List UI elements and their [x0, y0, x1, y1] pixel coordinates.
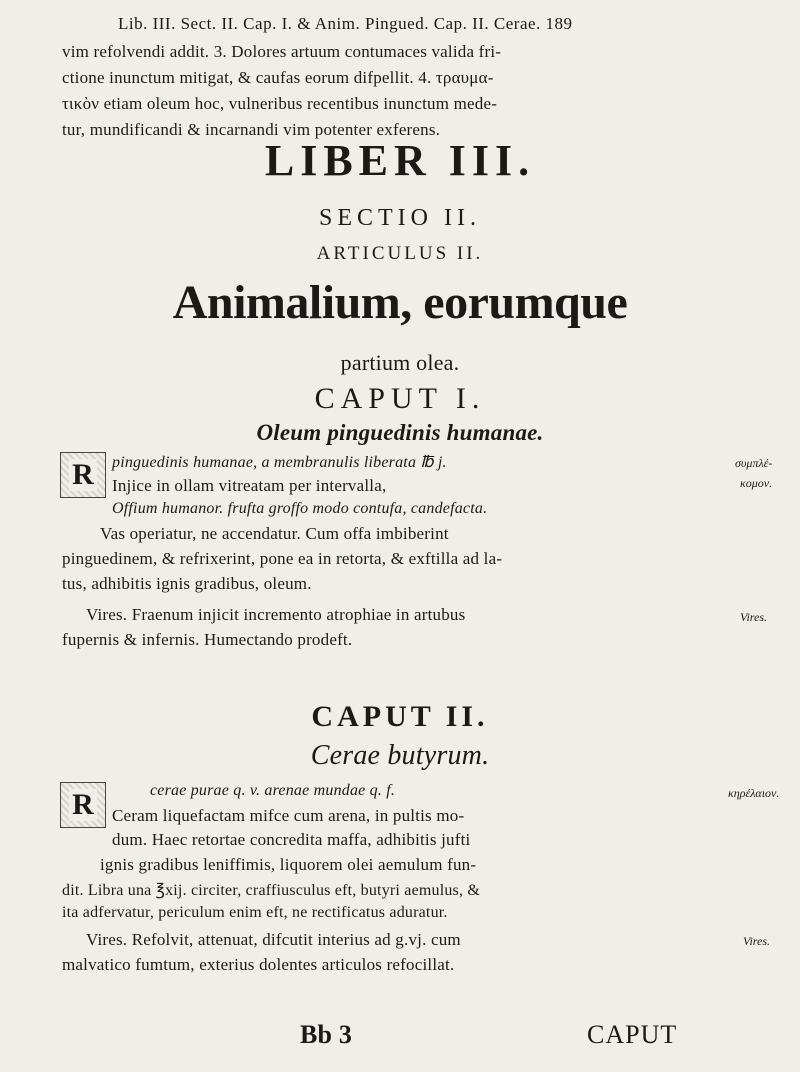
margin-note: συμπλέ- — [735, 456, 773, 470]
ornamental-initial — [60, 782, 106, 828]
catchword: CAPUT — [587, 1020, 678, 1049]
signature-mark: Bb 3 — [300, 1020, 353, 1049]
recipe-line: pinguedinem, & refrixerint, pone ea in retorta, & exftilla ad la- — [62, 549, 503, 568]
initial-letter: R — [69, 789, 97, 821]
chapter-heading: Animalium, eorumque — [172, 276, 628, 329]
recipe-line: dum. Haec retortae concredita maffa, adhibitis jufti — [112, 830, 471, 849]
recipe-title: Oleum pinguedinis humanae. — [256, 420, 544, 445]
recipe-title: Cerae butyrum. — [310, 740, 490, 771]
intro-line: ctione inunctum mitigat, & caufas eorum difpellit. 4. τραυμα- — [62, 68, 494, 87]
caput-heading: CAPUT I. — [314, 382, 486, 415]
intro-line: tur, mundificandi & incarnandi vim potenter exferens. — [62, 120, 441, 139]
ornamental-initial — [60, 452, 106, 498]
running-head: Lib. III. Sect. II. Cap. I. & Anim. Pingued. Cap. II. Cerae. 189 — [118, 14, 573, 33]
ingredient-line: Offium humanor. frufta groffo modo contufa, candefacta. — [112, 500, 488, 517]
recipe-line: tus, adhibitis ignis gradibus, oleum. — [62, 574, 312, 593]
margin-note: κηρέλαιον. — [728, 786, 780, 800]
book-title: LIBER III. — [264, 136, 536, 185]
initial-letter: R — [69, 459, 97, 491]
vires-line: malvatico fumtum, exterius dolentes articulos refocillat. — [62, 955, 455, 974]
ingredient-line: pinguedinis humanae, a membranulis liberata ℔ j. — [112, 454, 447, 471]
recipe-line: Injice in ollam vitreatam per intervalla, — [112, 476, 387, 495]
recipe-line: ignis gradibus leniffimis, liquorem olei aemulum fun- — [100, 855, 477, 874]
section-title: SECTIO II. — [319, 205, 481, 231]
vires-line: fupernis & infernis. Humectando prodeft. — [62, 630, 353, 649]
recipe-line: Vas operiatur, ne accendatur. Cum offa imbiberint — [100, 524, 449, 543]
margin-note: κομον. — [740, 476, 773, 490]
chapter-subheading: partium olea. — [340, 350, 460, 375]
recipe-line: Ceram liquefactam mifce cum arena, in pultis mo- — [112, 806, 465, 825]
recipe-line: dit. Libra una ℥xij. circiter, craffiusculus eft, butyri aemulus, & — [62, 882, 481, 899]
caput-heading: CAPUT II. — [311, 700, 489, 733]
article-title: ARTICULUS II. — [316, 243, 484, 264]
ingredient-line: cerae purae q. v. arenae mundae q. f. — [150, 782, 396, 799]
margin-note: Vires. — [743, 934, 770, 948]
vires-line: Vires. Fraenum injicit incremento atrophiae in artubus — [86, 605, 466, 624]
margin-note: Vires. — [740, 610, 767, 624]
intro-line: vim refolvendi addit. 3. Dolores artuum contumaces valida fri- — [62, 42, 502, 61]
recipe-line: ita adfervatur, periculum enim eft, ne rectificatus aduratur. — [62, 904, 448, 921]
vires-line: Vires. Refolvit, attenuat, difcutit interius ad g.vj. cum — [86, 930, 461, 949]
intro-line: τικὸν etiam oleum hoc, vulneribus recentibus inunctum mede- — [62, 94, 498, 113]
